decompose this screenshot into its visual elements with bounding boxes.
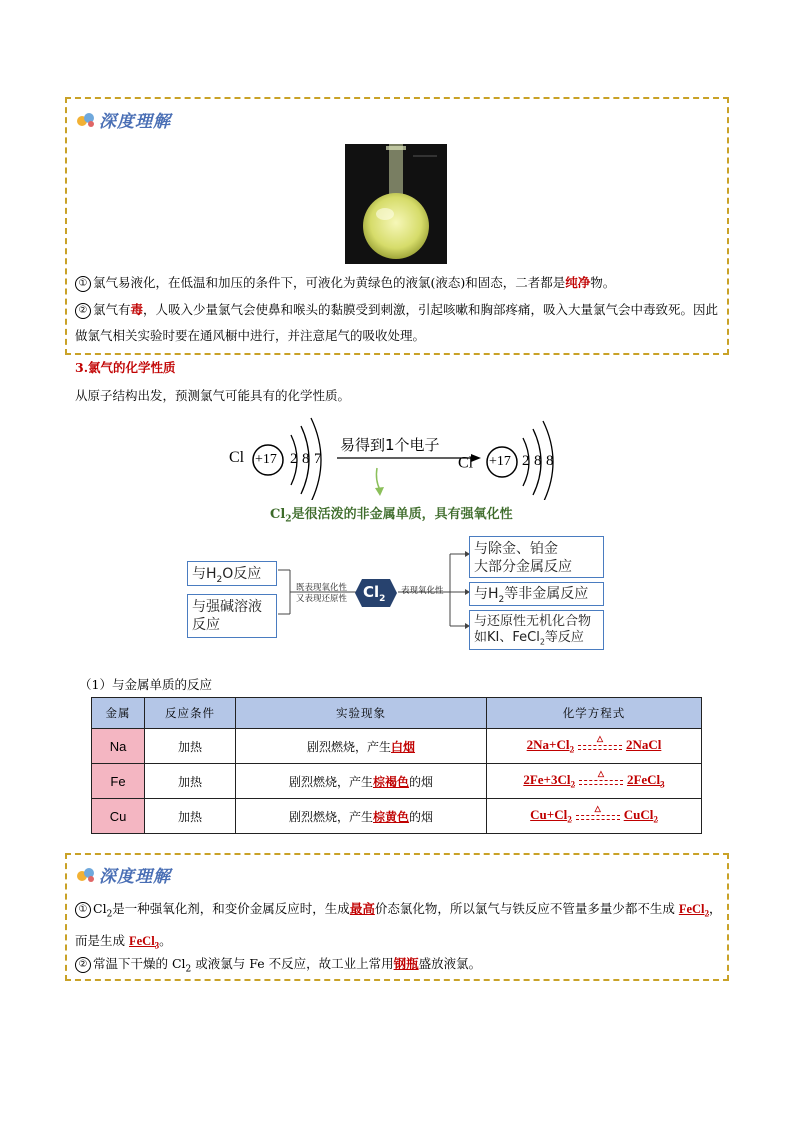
understanding-2-point-2: ② 常温下干燥的 $Cl_2$ 或液氯与 Fe 不反应，故工业上常用钢瓶盛放液氯。 [75,951,725,983]
badge-text: 深度理解 [99,112,171,132]
section-3-title: 3.氯气的化学性质 [75,360,176,375]
atom-structure-diagram [225,410,570,500]
cl-ion-shell-3: 8 [546,453,554,469]
subsection-1-title: （1）与金属单质的反应 [79,677,212,692]
cl-ion-nucleus-charge: +17 [489,454,511,469]
box-react-water: 与$H_2O$反应 [187,561,277,586]
chlorine-oxidizer-note: $Cl_2$是很活泼的非金属单质，具有强氧化性 [270,507,513,525]
cl2-center-label: $Cl_2$ [363,583,386,604]
understanding-1-point-1: ① 氯气易液化，在低温和加压的条件下，可液化为黄绿色的液氯(液态)和固态，二者都是纯净物。 [75,270,725,296]
table-row: Cu 加热 剧烈燃烧，产生棕黄色的烟 $Cu+Cl_2$ △ CuCl$_2$ [92,799,702,834]
cl-ion-symbol: Cl− [458,453,479,472]
box-react-strong-base: 与强碱溶液反应 [187,594,277,638]
cl-ion-shell-2: 8 [534,453,542,469]
box-react-reducing-compounds: 与还原性无机化合物 如KI、FeCl$_2$等反应 [469,610,604,650]
heat-condition-icon: △ [579,774,623,788]
badge-text: 深度理解 [99,867,171,887]
header-phenomenon: 实验现象 [236,698,487,729]
cl-shell-1: 2 [290,451,298,467]
table-header-row [92,698,702,729]
cl2-center-node [354,578,398,608]
badge-decoration-icon [76,866,96,884]
heat-condition-icon: △ [578,739,622,753]
heat-condition-icon: △ [576,809,620,823]
badge-decoration-icon [76,111,96,129]
header-condition: 反应条件 [145,698,236,729]
cl-shell-3: 7 [314,451,322,467]
deep-understanding-badge-2 [76,862,171,887]
arrow-label: 易得到1个电子 [340,436,440,454]
flask-icon [345,144,447,264]
cl-ion-shell-1: 2 [522,453,530,469]
flask-photo [345,144,447,264]
box-react-metals: 与除金、铂金 大部分金属反应 [469,536,604,578]
cl-atom-symbol: Cl [229,449,245,466]
left-edge-label: 既表现氧化性 又表现还原性 [296,583,348,604]
understanding-2-point-1: ① $Cl_2$是一种强氧化剂，和变价金属反应时，生成最高价态氯化物，所以氯气与铁反应不管量多量少都不生成 FeCl$_2$，而是生成 FeCl$_3$。 [75,901,722,950]
understanding-1-point-2: ② 氯气有毒，人吸入少量氯气会使鼻和喉头的黏膜受到刺激，引起咳嗽和胸部疼痛，吸入大量氯气会中毒致死。因此做氯气相关实验时要在通风橱中进行，并注意尾气的吸收处理。 [75,302,719,343]
header-metal: 金属 [92,698,145,729]
cl-shell-2: 8 [302,451,310,467]
intro-text: 从原子结构出发，预测氯气可能具有的化学性质。 [75,388,351,403]
metal-reaction-table [91,697,702,834]
right-edge-label: 表现氧化性 [401,586,444,596]
table-row: Fe 加热 剧烈燃烧，产生棕褐色的烟 $2Fe+3Cl_2$ △ 2FeCl$_3$ [92,764,702,799]
cl-nucleus-charge: +17 [255,452,277,467]
header-equation: 化学方程式 [487,698,702,729]
deep-understanding-badge-1 [76,107,171,132]
box-react-nonmetals: 与$H_2$等非金属反应 [469,582,604,606]
table-row: Na 加热 剧烈燃烧，产生白烟 $2Na+Cl_2$ △ 2NaCl [92,729,702,764]
